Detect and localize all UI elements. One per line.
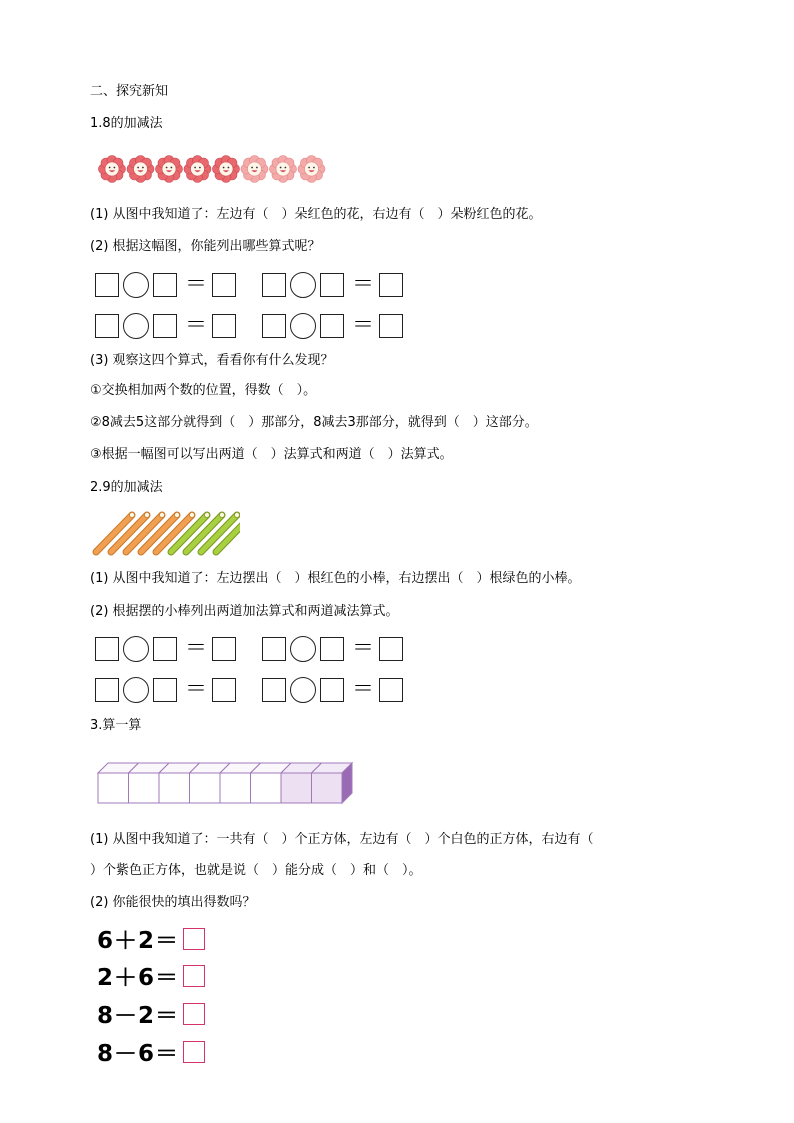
flowers-illustration	[98, 152, 358, 186]
quick-equation-1	[97, 922, 205, 955]
operator-circle[interactable]	[290, 677, 316, 703]
pink-flower-icon	[270, 156, 297, 183]
part2-question-1: (1) 从图中我知道了：左边摆出（ ）根红色的小棒，右边摆出（ ）根绿色的小棒。	[90, 571, 581, 586]
answer-box[interactable]	[153, 637, 177, 661]
answer-box[interactable]	[212, 637, 236, 661]
red-flower-icon	[184, 156, 211, 183]
finding-1: ①交换相加两个数的位置，得数（ ）。	[90, 383, 317, 398]
red-flower-icon	[127, 156, 154, 183]
part3-question-1-line2: ）个紫色正方体，也就是说（ ）能分成（ ）和（ ）。	[90, 863, 422, 878]
equation-template-row	[95, 677, 403, 703]
operator-circle[interactable]	[290, 313, 316, 339]
answer-box[interactable]	[262, 678, 286, 702]
answer-box[interactable]	[379, 273, 403, 297]
answer-box[interactable]	[320, 637, 344, 661]
quick-equation-2	[97, 959, 205, 992]
equals-sign: ＝	[352, 313, 375, 338]
equals-sign: ＝	[352, 636, 375, 661]
operator-circle[interactable]	[123, 677, 149, 703]
red-flower-icon	[99, 156, 126, 183]
part1-heading: 1.8的加减法	[90, 116, 163, 131]
red-flower-icon	[213, 156, 240, 183]
answer-box[interactable]	[262, 314, 286, 338]
answer-box[interactable]	[153, 678, 177, 702]
operator-circle[interactable]	[123, 636, 149, 662]
sticks-illustration	[88, 510, 240, 558]
equation-template-row	[95, 272, 403, 298]
answer-box[interactable]	[183, 928, 205, 950]
part3-question-1-line1: (1) 从图中我知道了：一共有（ ）个正方体，左边有（ ）个白色的正方体，右边有（	[90, 832, 594, 847]
quick-equation-3	[97, 997, 205, 1030]
equation-text: 2＋6＝	[97, 965, 180, 991]
answer-box[interactable]	[379, 678, 403, 702]
operator-circle[interactable]	[123, 272, 149, 298]
equation-text: 8－6＝	[97, 1041, 180, 1067]
answer-box[interactable]	[183, 965, 205, 987]
equals-sign: ＝	[185, 677, 208, 702]
answer-box[interactable]	[320, 314, 344, 338]
equals-sign: ＝	[185, 313, 208, 338]
pink-flower-icon	[298, 156, 325, 183]
red-flower-icon	[156, 156, 183, 183]
answer-box[interactable]	[153, 273, 177, 297]
answer-box[interactable]	[212, 678, 236, 702]
finding-3: ③根据一幅图可以写出两道（ ）法算式和两道（ ）法算式。	[90, 447, 453, 462]
pink-flower-icon	[241, 156, 268, 183]
equation-template-row	[95, 636, 403, 662]
answer-box[interactable]	[95, 637, 119, 661]
equation-template-row	[95, 313, 403, 339]
answer-box[interactable]	[262, 637, 286, 661]
answer-box[interactable]	[95, 273, 119, 297]
equation-text: 6＋2＝	[97, 928, 180, 954]
part2-heading: 2.9的加减法	[90, 480, 163, 495]
answer-box[interactable]	[183, 1041, 205, 1063]
part3-heading: 3.算一算	[90, 718, 142, 733]
answer-box[interactable]	[183, 1003, 205, 1025]
equals-sign: ＝	[185, 272, 208, 297]
equation-text: 8－2＝	[97, 1003, 180, 1029]
part2-question-2: (2) 根据摆的小棒列出两道加法算式和两道减法算式。	[90, 604, 399, 619]
part1-question-2: (2) 根据这幅图，你能列出哪些算式呢？	[90, 239, 321, 254]
section-title: 二、探究新知	[90, 84, 169, 99]
answer-box[interactable]	[212, 273, 236, 297]
equals-sign: ＝	[352, 272, 375, 297]
operator-circle[interactable]	[290, 636, 316, 662]
answer-box[interactable]	[95, 678, 119, 702]
answer-box[interactable]	[379, 314, 403, 338]
part1-question-3: (3) 观察这四个算式，看看你有什么发现？	[90, 353, 334, 368]
operator-circle[interactable]	[123, 313, 149, 339]
answer-box[interactable]	[95, 314, 119, 338]
operator-circle[interactable]	[290, 272, 316, 298]
answer-box[interactable]	[212, 314, 236, 338]
equals-sign: ＝	[352, 677, 375, 702]
finding-2: ②8减去5这部分就得到（ ）那部分，8减去3那部分，就得到（ ）这部分。	[90, 415, 538, 430]
answer-box[interactable]	[153, 314, 177, 338]
answer-box[interactable]	[320, 273, 344, 297]
purple-cube-icon	[312, 763, 353, 803]
equals-sign: ＝	[185, 636, 208, 661]
quick-equation-4	[97, 1035, 205, 1068]
cubes-illustration	[97, 760, 357, 806]
answer-box[interactable]	[320, 678, 344, 702]
part3-question-2: (2) 你能很快的填出得数吗？	[90, 895, 256, 910]
part1-question-1: (1) 从图中我知道了：左边有（ ）朵红色的花，右边有（ ）朵粉红色的花。	[90, 207, 542, 222]
answer-box[interactable]	[262, 273, 286, 297]
answer-box[interactable]	[379, 637, 403, 661]
